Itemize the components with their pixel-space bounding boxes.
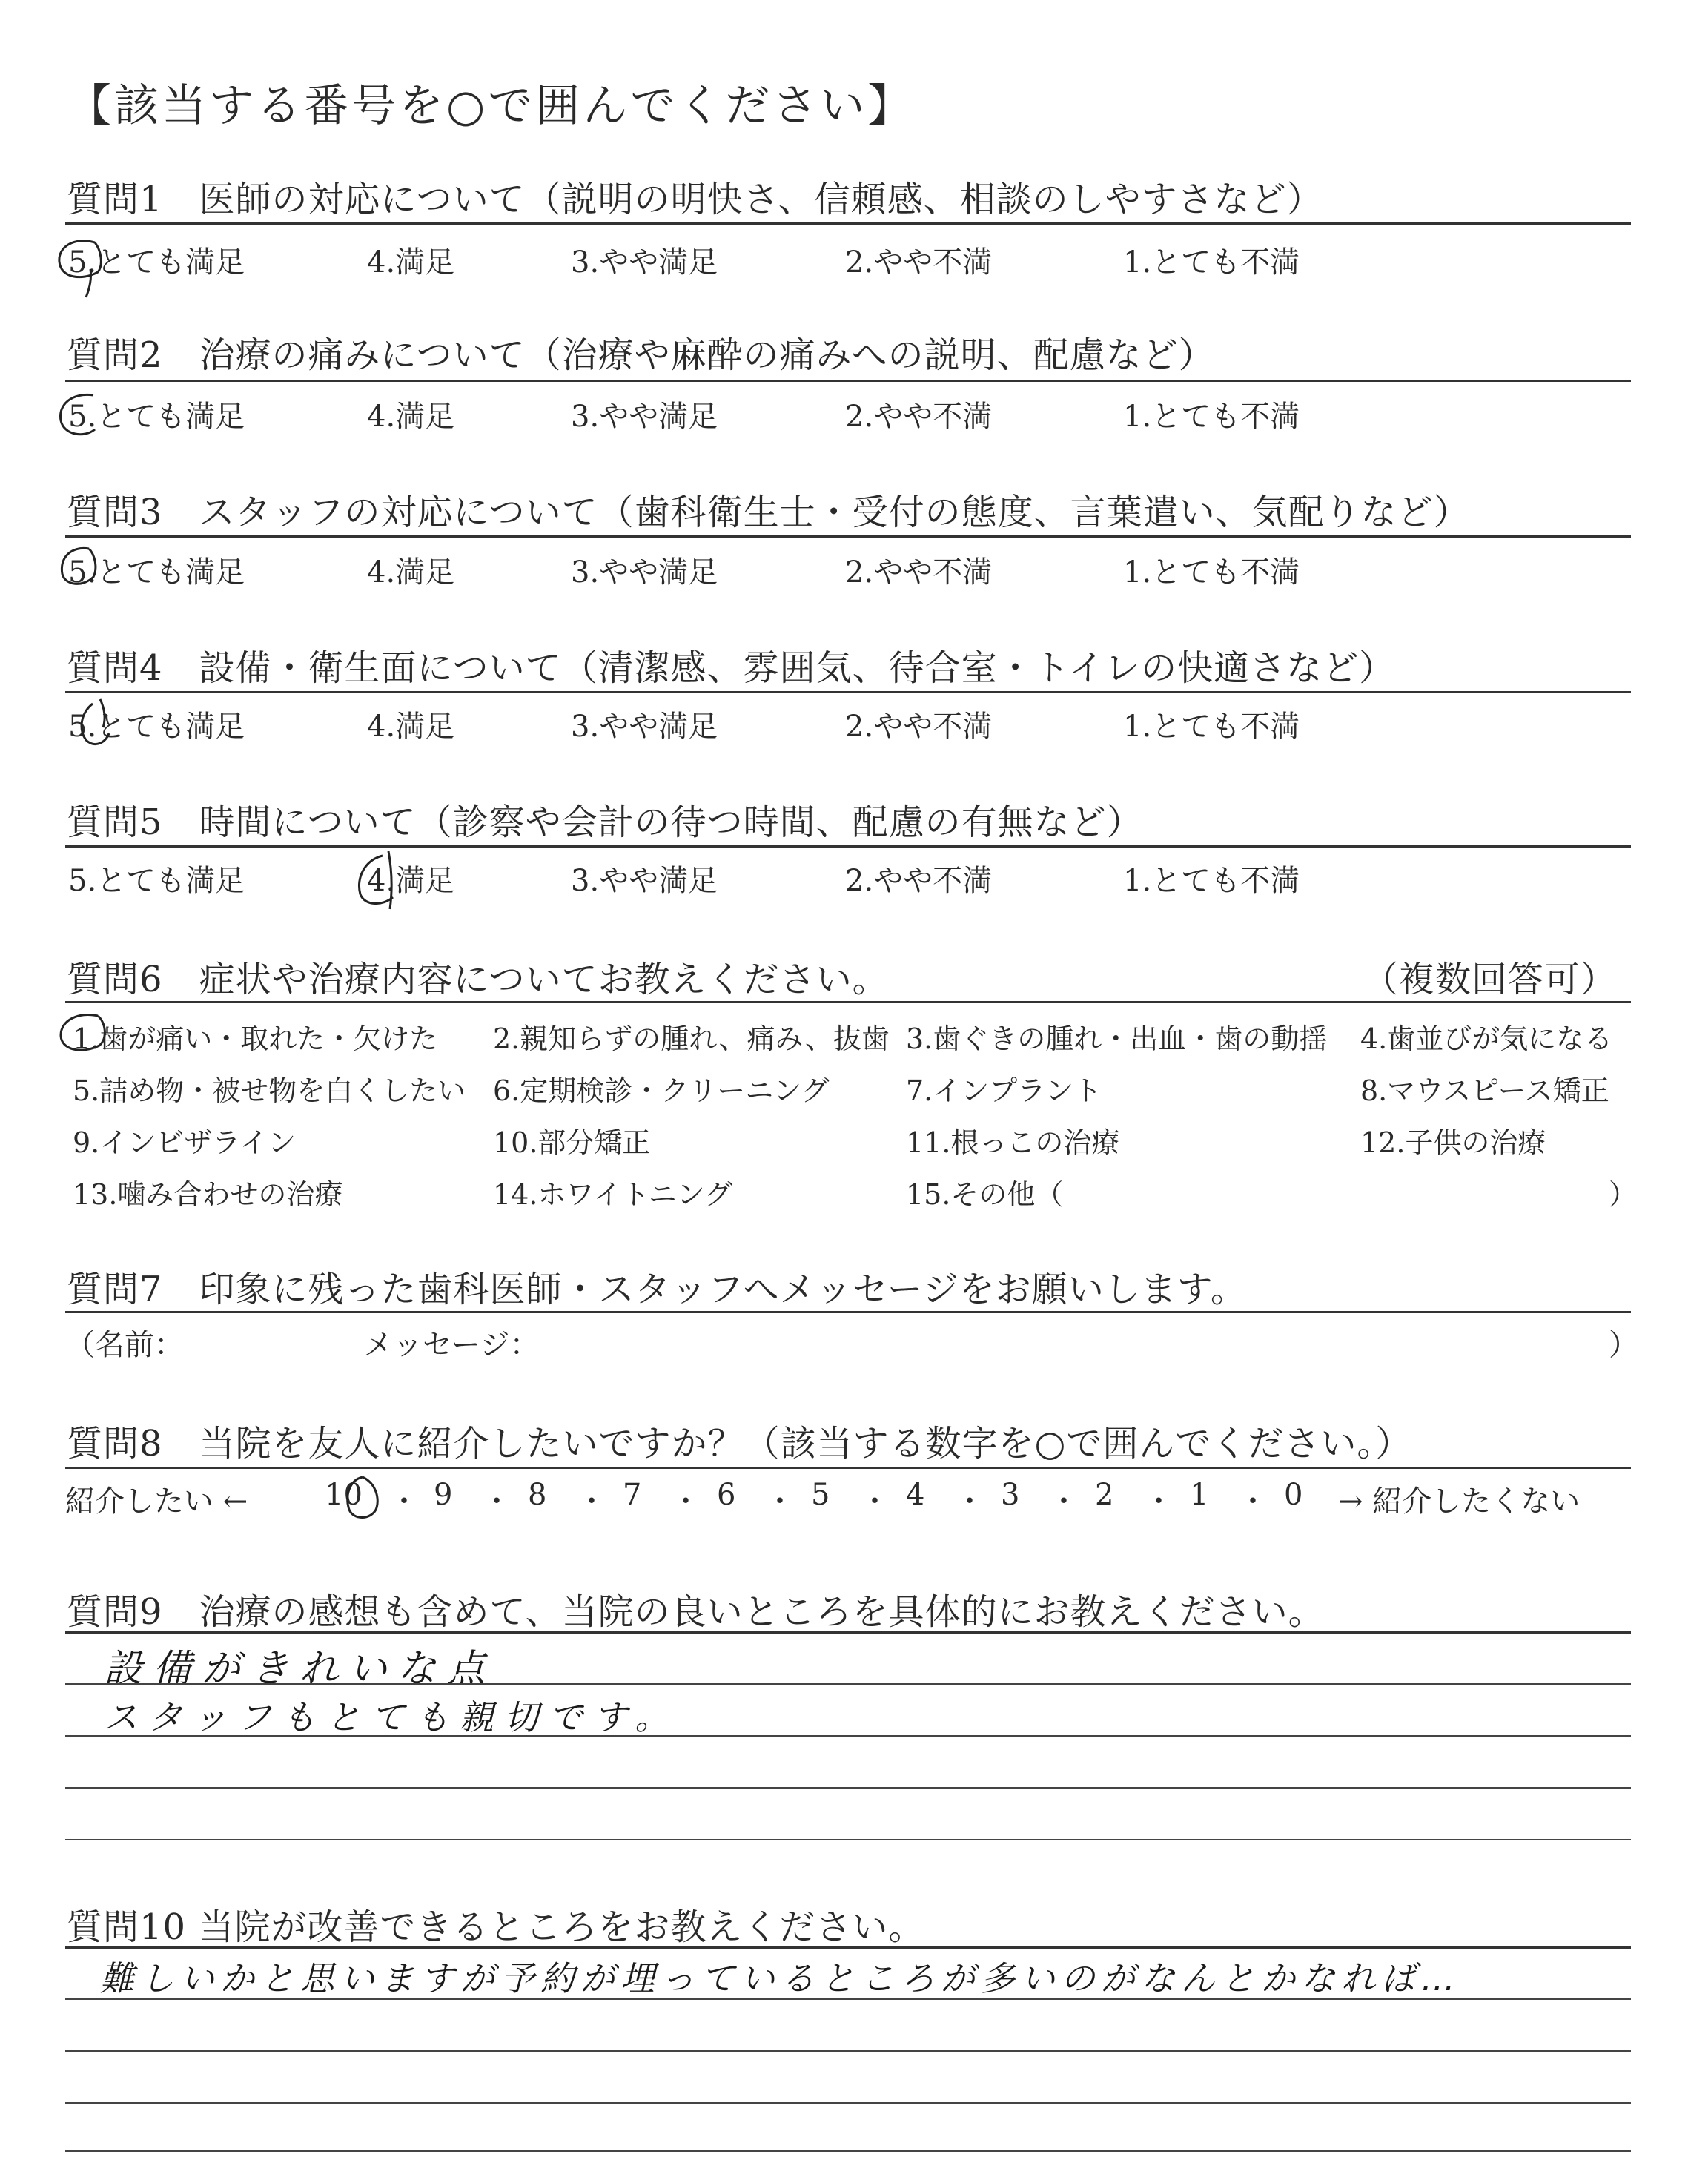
q8-scale-5[interactable]: 5 <box>811 1478 830 1512</box>
q5-selection-circle <box>350 845 417 919</box>
q6-option-1[interactable]: 1.歯が痛い・取れた・欠けた <box>73 1023 438 1055</box>
q9-write-line <box>65 1839 1631 1840</box>
q8-scale-dot: ・ <box>577 1484 606 1519</box>
q1-option-2[interactable]: 2.やや不満 <box>845 245 993 280</box>
q2-option-3[interactable]: 3.やや満足 <box>571 400 718 434</box>
q8-scale-6[interactable]: 6 <box>717 1478 736 1512</box>
q8-right-label: → 紹介したくない <box>1338 1484 1580 1519</box>
q8-scale-2[interactable]: 2 <box>1095 1478 1114 1512</box>
q8-scale-0[interactable]: 0 <box>1284 1478 1303 1512</box>
q8-scale-dot: ・ <box>860 1484 890 1519</box>
question-5-underline <box>65 845 1631 848</box>
q5-option-5[interactable]: 5.とても満足 <box>68 864 245 898</box>
q9-write-line <box>65 1735 1631 1737</box>
question-8-underline <box>65 1467 1631 1469</box>
q6-option-15-close: ） <box>1609 1178 1638 1211</box>
q5-option-2[interactable]: 2.やや不満 <box>845 864 993 898</box>
q6-selection-circle <box>53 1008 120 1068</box>
q8-scale-dot: ・ <box>482 1484 512 1519</box>
q8-scale-dot: ・ <box>671 1484 701 1519</box>
q6-option-10[interactable]: 10.部分矯正 <box>493 1126 651 1159</box>
question-6-note: （複数回答可） <box>1363 959 1618 1000</box>
q6-option-7[interactable]: 7.インプラント <box>906 1074 1102 1107</box>
question-1-title: 質問1 医師の対応について（説明の明快さ、信頼感、相談のしやすさなど） <box>67 179 1323 220</box>
question-3-title: 質問3 スタッフの対応について（歯科衛生士・受付の態度、言葉遣い、気配りなど） <box>67 492 1470 533</box>
q6-option-14[interactable]: 14.ホワイトニング <box>493 1178 733 1211</box>
q2-option-1[interactable]: 1.とても不満 <box>1123 400 1300 434</box>
q8-scale-7[interactable]: 7 <box>623 1478 642 1512</box>
page-title: 【該当する番号を○で囲んでください】 <box>67 80 916 132</box>
q6-option-5[interactable]: 5.詰め物・被せ物を白くしたい <box>73 1074 466 1107</box>
q8-selection-circle <box>337 1470 389 1529</box>
q6-option-2[interactable]: 2.親知らずの腫れ、痛み、抜歯 <box>493 1023 890 1055</box>
q6-option-4[interactable]: 4.歯並びが気になる <box>1360 1023 1613 1055</box>
question-6-underline <box>65 1001 1631 1003</box>
q3-option-1[interactable]: 1.とても不満 <box>1123 555 1300 589</box>
q6-option-15[interactable]: 15.その他（ <box>906 1178 1064 1211</box>
question-4-title: 質問4 設備・衛生面について（清潔感、雰囲気、待合室・トイレの快適さなど） <box>67 647 1396 689</box>
q4-option-5[interactable]: 5.とても満足 <box>68 710 245 744</box>
q9-answer-line-2: スタッフもとても親切です。 <box>104 1697 680 1737</box>
q1-option-3[interactable]: 3.やや満足 <box>571 245 718 280</box>
question-7-underline <box>65 1311 1631 1313</box>
q9-answer-line-1: 設備がきれいな点 <box>104 1647 496 1691</box>
q6-option-6[interactable]: 6.定期検診・クリーニング <box>493 1074 830 1107</box>
q3-option-3[interactable]: 3.やや満足 <box>571 555 718 589</box>
q3-selection-circle <box>52 541 111 601</box>
q3-option-2[interactable]: 2.やや不満 <box>845 555 993 589</box>
question-9-title: 質問9 治療の感想も含めて、当院の良いところを具体的にお教えください。 <box>67 1591 1325 1633</box>
q4-option-2[interactable]: 2.やや不満 <box>845 710 993 744</box>
q10-write-line <box>65 2150 1631 2152</box>
q8-scale-8[interactable]: 8 <box>528 1478 547 1512</box>
q8-scale-dot: ・ <box>389 1484 419 1519</box>
q8-scale-10[interactable]: 10 <box>325 1478 363 1512</box>
q8-scale-dot: ・ <box>1049 1484 1079 1519</box>
q3-option-4[interactable]: 4.満足 <box>367 555 455 589</box>
q7-close-paren: ） <box>1609 1328 1638 1362</box>
q9-write-line <box>65 1787 1631 1789</box>
q7-name-label: （名前： <box>65 1328 184 1362</box>
q4-selection-circle <box>70 693 130 760</box>
q8-left-label: 紹介したい ← <box>65 1484 248 1519</box>
question-7-title: 質問7 印象に残った歯科医師・スタッフへメッセージをお願いします。 <box>67 1269 1247 1310</box>
q1-option-5[interactable]: 5.とても満足 <box>68 245 245 280</box>
q2-option-2[interactable]: 2.やや不満 <box>845 400 993 434</box>
q8-scale-3[interactable]: 3 <box>1001 1478 1020 1512</box>
q5-option-4[interactable]: 4.満足 <box>367 864 455 898</box>
q8-scale-dot: ・ <box>955 1484 984 1519</box>
question-6-title: 質問6 症状や治療内容についてお教えください。 <box>67 959 889 1000</box>
question-9-underline <box>65 1631 1631 1634</box>
q6-option-9[interactable]: 9.インビザライン <box>73 1126 297 1159</box>
q1-option-1[interactable]: 1.とても不満 <box>1123 245 1300 280</box>
question-2-title: 質問2 治療の痛みについて（治療や麻酔の痛みへの説明、配慮など） <box>67 334 1215 376</box>
q4-option-3[interactable]: 3.やや満足 <box>571 710 718 744</box>
q7-message-label: メッセージ： <box>363 1328 540 1362</box>
q8-scale-4[interactable]: 4 <box>906 1478 925 1512</box>
question-8-title: 質問8 当院を友人に紹介したいですか？（該当する数字を○で囲んでください。） <box>67 1423 1412 1464</box>
q6-option-8[interactable]: 8.マウスピース矯正 <box>1360 1074 1609 1107</box>
q2-option-4[interactable]: 4.満足 <box>367 400 455 434</box>
question-4-underline <box>65 691 1631 693</box>
q6-option-3[interactable]: 3.歯ぐきの腫れ・出血・歯の動揺 <box>906 1023 1328 1055</box>
q2-selection-circle <box>52 389 111 449</box>
q8-scale-dot: ・ <box>765 1484 795 1519</box>
q6-option-13[interactable]: 13.噛み合わせの治療 <box>73 1178 343 1211</box>
q8-scale-1[interactable]: 1 <box>1190 1478 1209 1512</box>
q6-option-11[interactable]: 11.根っこの治療 <box>906 1126 1120 1159</box>
q6-option-12[interactable]: 12.子供の治療 <box>1360 1126 1546 1159</box>
q5-option-3[interactable]: 3.やや満足 <box>571 864 718 898</box>
q9-write-line <box>65 1683 1631 1685</box>
q10-write-line <box>65 2102 1631 2104</box>
question-2-underline <box>65 380 1631 382</box>
q2-option-5[interactable]: 5.とても満足 <box>68 400 245 434</box>
question-10-title: 質問10 当院が改善できるところをお教えください。 <box>67 1906 925 1948</box>
question-1-underline <box>65 222 1631 225</box>
q4-option-4[interactable]: 4.満足 <box>367 710 455 744</box>
question-3-underline <box>65 535 1631 538</box>
q3-option-5[interactable]: 5.とても満足 <box>68 555 245 589</box>
q1-selection-circle <box>52 234 111 300</box>
q8-scale-9[interactable]: 9 <box>434 1478 453 1512</box>
q1-option-4[interactable]: 4.満足 <box>367 245 455 280</box>
question-5-title: 質問5 時間について（診察や会計の待つ時間、配慮の有無など） <box>67 802 1143 843</box>
q5-option-1[interactable]: 1.とても不満 <box>1123 864 1300 898</box>
q4-option-1[interactable]: 1.とても不満 <box>1123 710 1300 744</box>
q8-scale-dot: ・ <box>1144 1484 1174 1519</box>
q10-write-line <box>65 1998 1631 2000</box>
question-10-underline <box>65 1946 1631 1949</box>
q10-answer-line-1: 難しいかと思いますが予約が埋っているところが多いのがなんとかなれば… <box>100 1958 1461 1998</box>
q10-write-line <box>65 2050 1631 2052</box>
q8-scale-dot: ・ <box>1238 1484 1268 1519</box>
